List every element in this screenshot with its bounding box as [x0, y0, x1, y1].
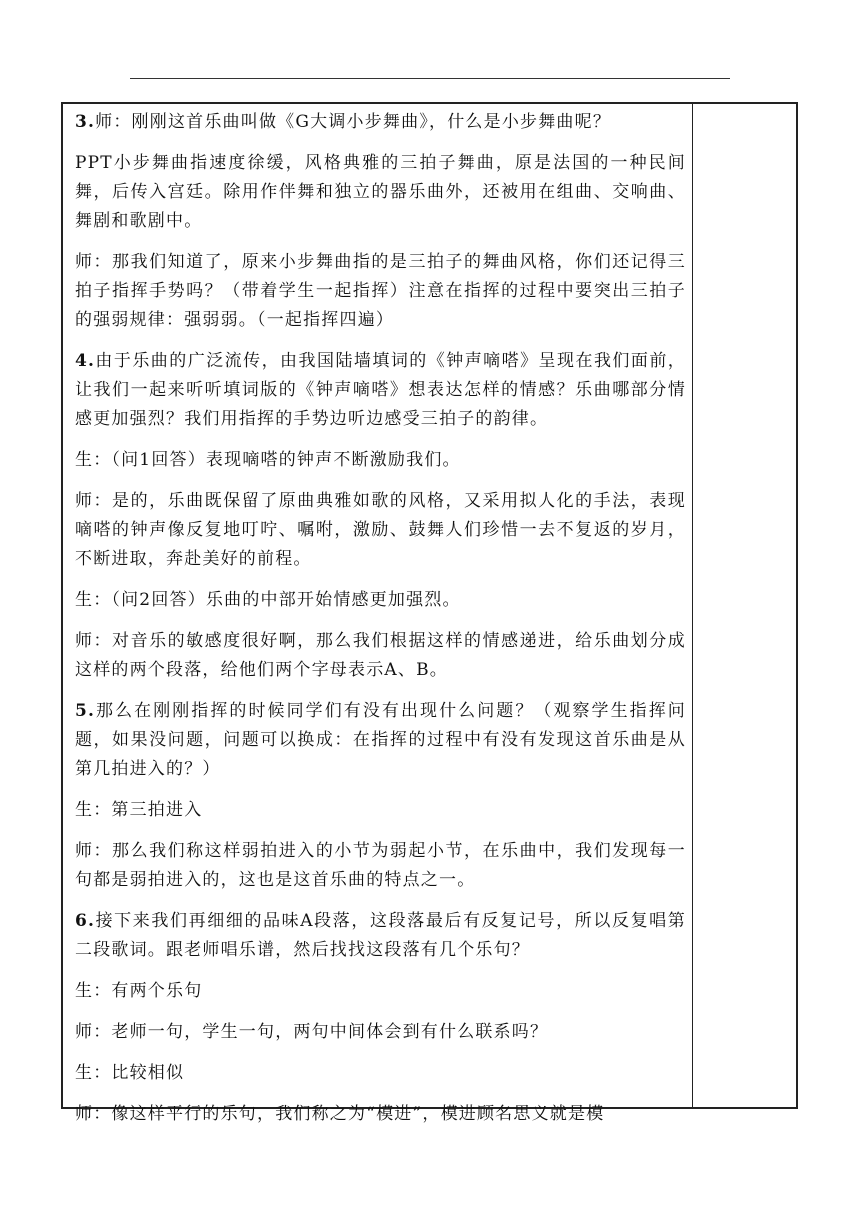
- step-number: 5.: [75, 701, 96, 721]
- lesson-content-cell: [63, 104, 693, 1124]
- paragraph-ppt-definition: [75, 149, 686, 236]
- step-number: 6.: [75, 911, 96, 931]
- paragraph-3: [75, 108, 686, 137]
- paragraph-5: [75, 697, 686, 784]
- paragraph-teacher-upbeat: [75, 837, 686, 895]
- paragraph-student-answer-2: [75, 586, 686, 615]
- paragraph-student-third-beat: [75, 796, 686, 825]
- paragraph-teacher-conducting: [75, 248, 686, 335]
- paragraph-text: 师：是的，乐曲既保留了原曲典雅如歌的风格，又采用拟人化的手法，表现嘀嗒的钟声像反复地叮咛、嘱咐，激励、鼓舞人们珍惜一去不复返的岁月，不断进取，奔赴美好的前程。: [75, 491, 686, 569]
- step-number: 4.: [75, 351, 96, 371]
- paragraph-text: PPT小步舞曲指速度徐缓，风格典雅的三拍子舞曲，原是法国的一种民间舞，后传入宫廷。除用作伴舞和独立的器乐曲外，还被用在组曲、交响曲、舞剧和歌剧中。: [75, 153, 686, 231]
- paragraph-text: 由于乐曲的广泛流传，由我国陆墙填词的《钟声嘀嗒》呈现在我们面前，让我们一起来听听填词版的《钟声嘀嗒》想表达怎样的情感？乐曲哪部分情感更加强烈？我们用指挥的手势边听边感受三拍子的韵律。: [75, 351, 686, 429]
- paragraph-text: 生：比较相似: [75, 1063, 185, 1083]
- paragraph-text: 生：第三拍进入: [75, 800, 203, 820]
- paragraph-4: [75, 347, 686, 434]
- paragraph-text: 师：像这样平行的乐句，我们称之为“模进”，模进顾名思义就是模: [75, 1104, 605, 1124]
- paragraph-student-answer-1: [75, 446, 686, 475]
- notes-cell: [693, 104, 796, 1107]
- paragraph-student-two-phrases: [75, 977, 686, 1006]
- paragraph-text: 接下来我们再细细的品味A段落，这段落最后有反复记号，所以反复唱第二段歌词。跟老师唱乐谱，然后找找这段落有几个乐句？: [75, 911, 686, 960]
- paragraph-teacher-style: [75, 487, 686, 574]
- header-rule: [130, 78, 730, 79]
- paragraph-text: 师：那么我们称这样弱拍进入的小节为弱起小节，在乐曲中，我们发现每一句都是弱拍进入的，这也是这首乐曲的特点之一。: [75, 841, 686, 890]
- paragraph-student-similar: [75, 1059, 686, 1088]
- paragraph-text: 师：那我们知道了，原来小步舞曲指的是三拍子的舞曲风格，你们还记得三拍子指挥手势吗？（带着学生一起指挥）注意在指挥的过程中要突出三拍子的强弱规律：强弱弱。（一起指挥四遍）: [75, 252, 686, 330]
- paragraph-text: 师：刚刚这首乐曲叫做《G大调小步舞曲》，什么是小步舞曲呢？: [95, 112, 612, 132]
- paragraph-text: 生：（问2回答）乐曲的中部开始情感更加强烈。: [75, 590, 461, 610]
- paragraph-text: 师：老师一句，学生一句，两句中间体会到有什么联系吗？: [75, 1022, 549, 1042]
- paragraph-text: 生：（问1回答）表现嘀嗒的钟声不断激励我们。: [75, 450, 461, 470]
- step-number: 3.: [75, 112, 96, 132]
- paragraph-teacher-sequence: [75, 1100, 686, 1129]
- paragraph-teacher-sections: [75, 627, 686, 685]
- paragraph-6: [75, 907, 686, 965]
- paragraph-text: 那么在刚刚指挥的时候同学们有没有出现什么问题？（观察学生指挥问题，如果没问题，问题可以换成：在指挥的过程中有没有发现这首乐曲是从第几拍进入的？）: [75, 701, 686, 779]
- paragraph-teacher-one-phrase: [75, 1018, 686, 1047]
- paragraph-text: 生：有两个乐句: [75, 981, 203, 1001]
- paragraph-text: 师：对音乐的敏感度很好啊，那么我们根据这样的情感递进，给乐曲划分成这样的两个段落，给他们两个字母表示A、B。: [75, 631, 686, 680]
- lesson-table: [61, 102, 798, 1124]
